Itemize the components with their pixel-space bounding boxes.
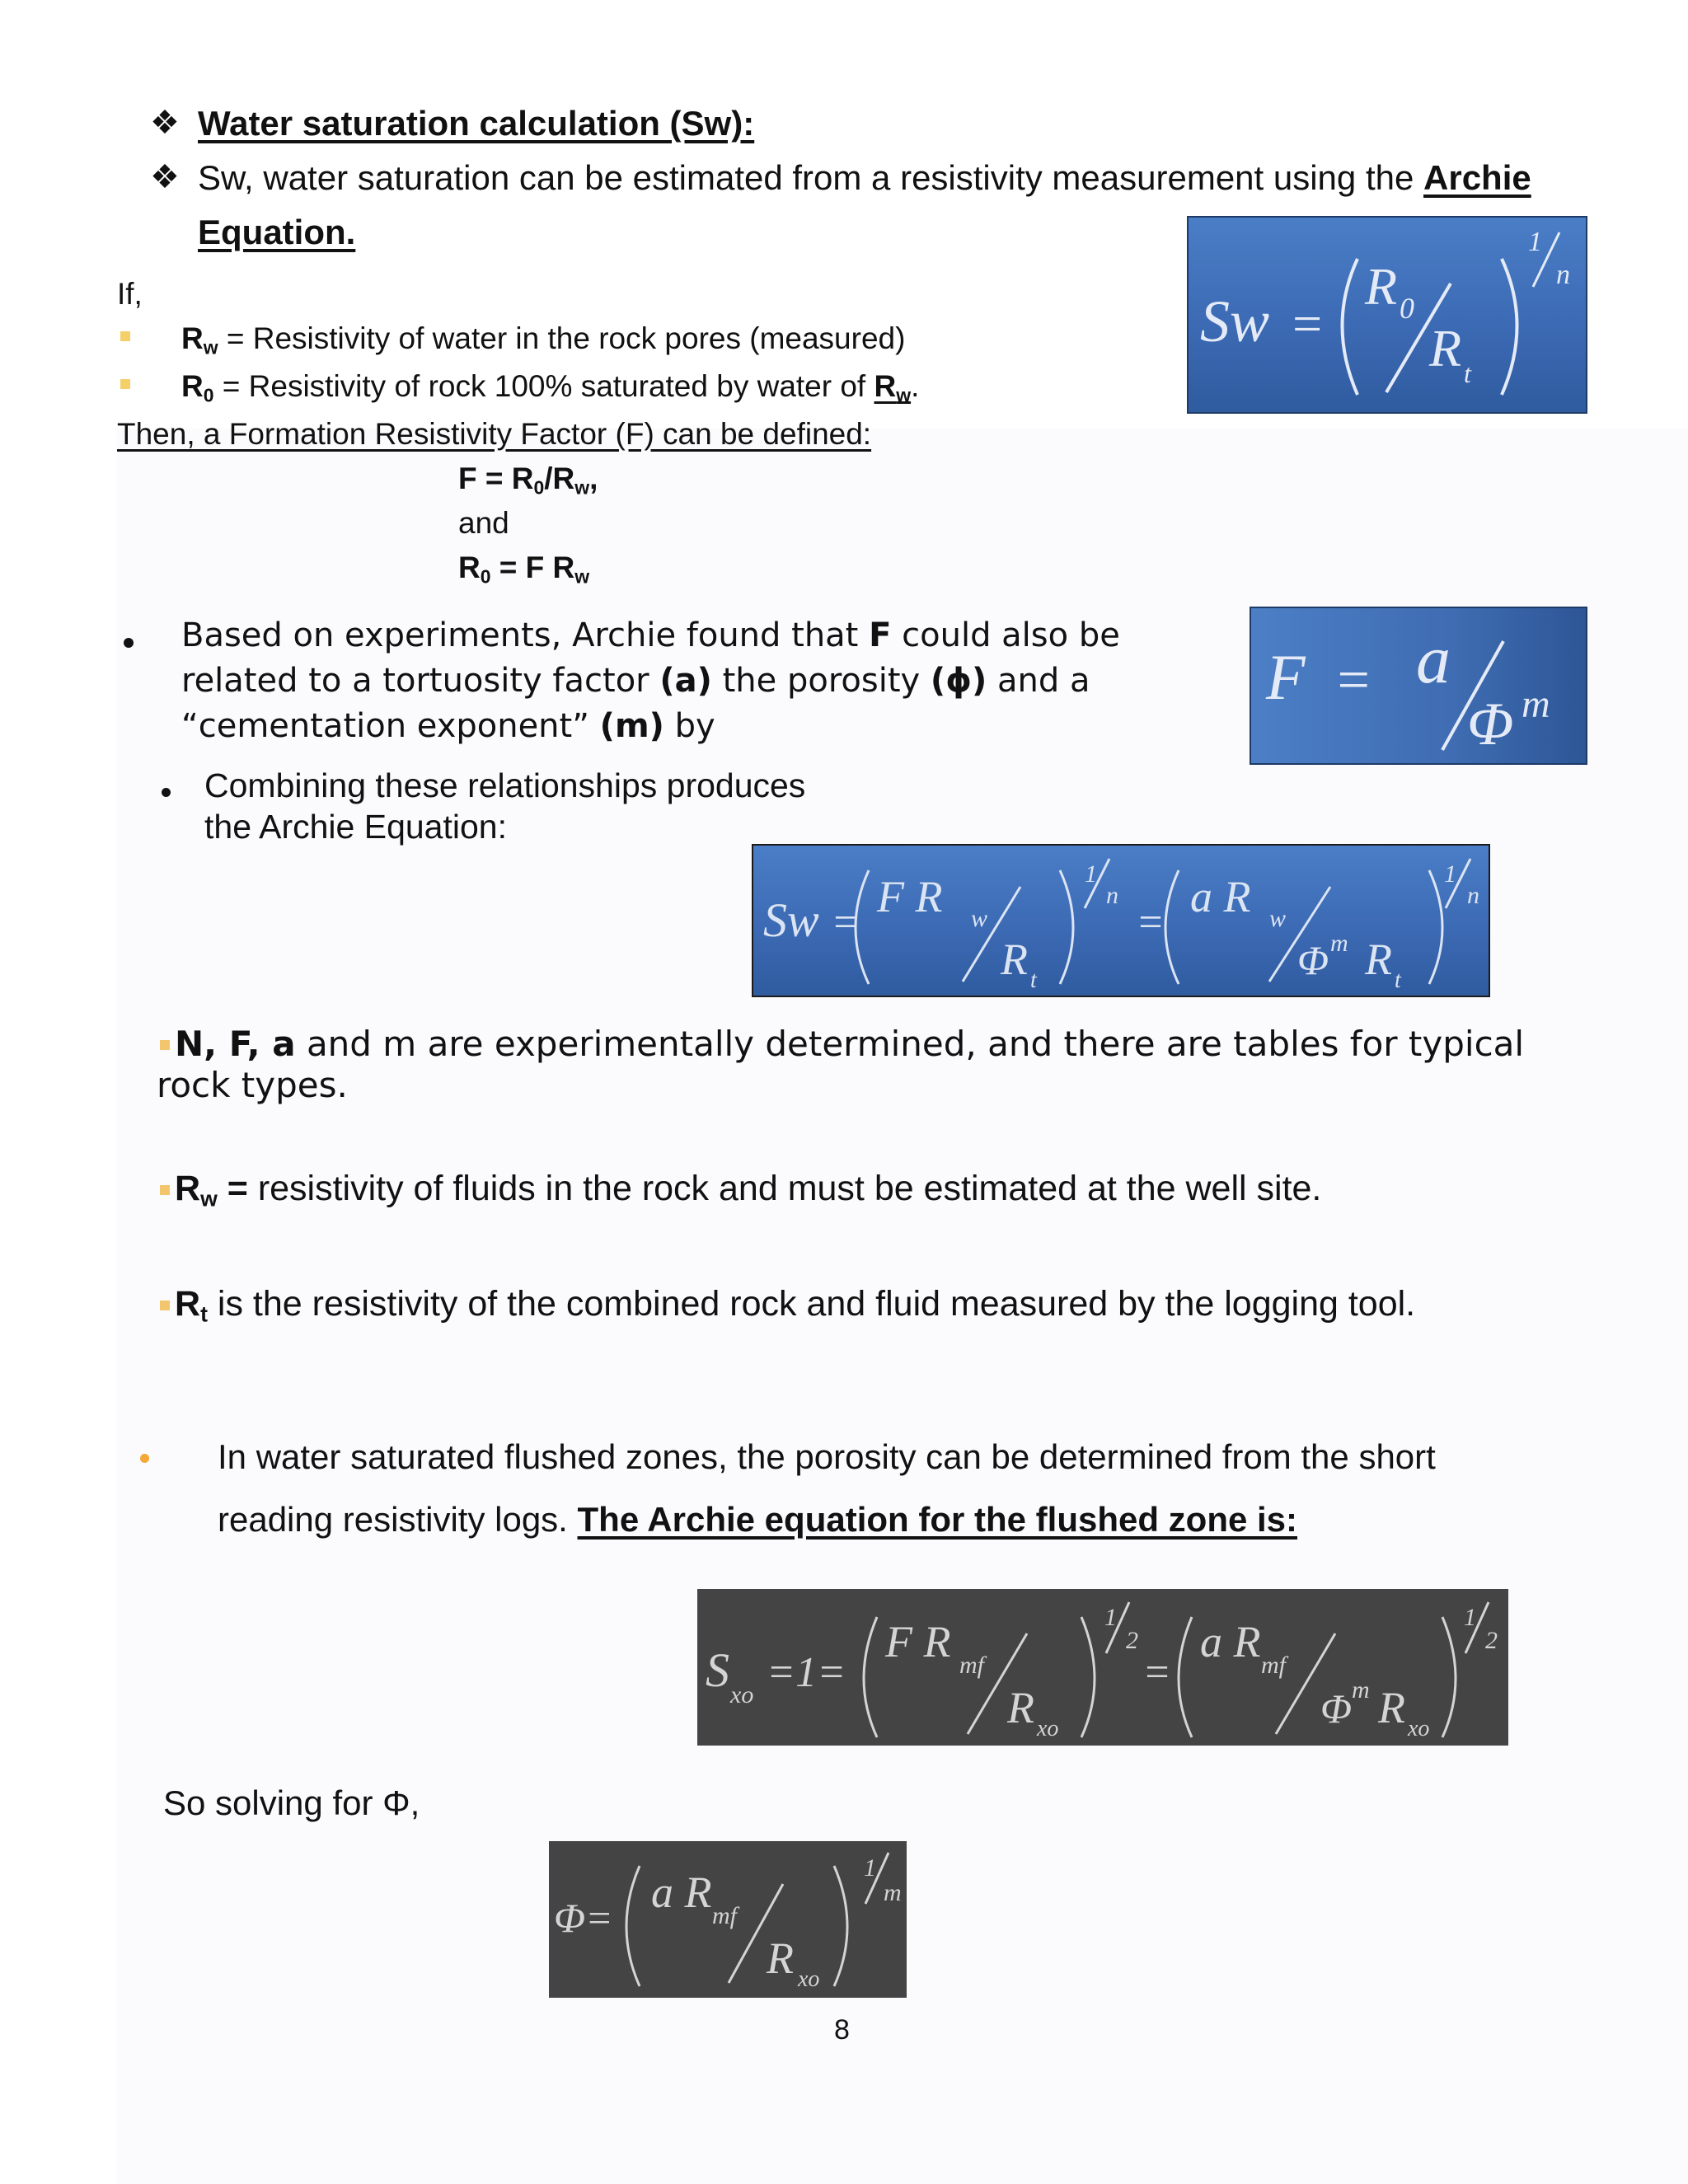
svg-text:t: t	[1464, 359, 1471, 388]
svg-text:R: R	[1365, 257, 1398, 316]
svg-text:=: =	[831, 899, 860, 946]
square-bullet-icon	[120, 331, 130, 341]
svg-text:0: 0	[1400, 292, 1414, 325]
svg-text:w: w	[971, 905, 988, 932]
section-heading: Water saturation calculation (Sw):	[198, 104, 755, 143]
svg-text:mf: mf	[959, 1652, 984, 1679]
svg-text:Sw: Sw	[763, 893, 819, 947]
diamond-bullet-icon: ❖	[150, 159, 180, 195]
flushed-line2: reading resistivity logs. The Archie equation for the flushed zone is:	[218, 1500, 1298, 1539]
combining-line2: the Archie Equation:	[204, 808, 507, 846]
svg-text:Sw: Sw	[1200, 288, 1270, 354]
svg-text:xo: xo	[1037, 1716, 1059, 1741]
svg-text:n: n	[1106, 882, 1118, 909]
intro-line	[198, 158, 1531, 198]
svg-text:mf: mf	[712, 1902, 737, 1929]
svg-text:2: 2	[1126, 1627, 1138, 1654]
svg-text:1: 1	[864, 1854, 876, 1882]
svg-text:xo: xo	[1408, 1716, 1430, 1741]
note-experimental: N, F, a and m are experimentally determined, and there are tables for typical	[175, 1024, 1525, 1064]
svg-text:1: 1	[1085, 860, 1097, 888]
archie-equation-box	[752, 844, 1490, 997]
svg-text:xo: xo	[730, 1681, 754, 1708]
svg-text:F: F	[1266, 641, 1306, 713]
formula-r0: $R_0 = F$ $R_w$	[458, 551, 590, 588]
svg-text:t: t	[1395, 968, 1401, 993]
square-bullet-icon	[120, 379, 130, 389]
svg-text:m: m	[1522, 682, 1550, 726]
sw-equation-image	[1189, 218, 1586, 412]
svg-text:Φ: Φ	[1320, 1685, 1353, 1732]
svg-text:F R: F R	[885, 1617, 951, 1666]
and-label: and	[458, 506, 509, 540]
svg-text:1: 1	[1528, 227, 1542, 257]
svg-text:R: R	[1378, 1683, 1405, 1732]
svg-text:R: R	[1365, 935, 1392, 984]
porosity-equation-box	[549, 1841, 907, 1998]
svg-text:n: n	[1556, 260, 1570, 290]
bullet-dot-icon	[140, 1454, 149, 1463]
archie-text-line3: “cementation exponent” (m) by	[181, 707, 715, 745]
combining-line1: Combining these relationships produces	[204, 766, 806, 804]
page-number: 8	[834, 2014, 850, 2046]
archie-equation-image	[753, 846, 1489, 996]
formation-factor-equation-box	[1250, 607, 1587, 765]
svg-text:=1=: =1=	[767, 1649, 846, 1696]
flushed-zone-equation-image	[697, 1589, 1508, 1746]
flushed-zone-equation-box	[697, 1589, 1508, 1746]
square-bullet-icon	[160, 1185, 170, 1195]
svg-text:R: R	[1007, 1683, 1034, 1732]
archie-link: Archie	[1423, 158, 1531, 197]
svg-text:a: a	[1416, 621, 1451, 698]
definition-rw: $R_w$ = Resistivity of water in the rock pores (measured)	[181, 321, 906, 359]
if-label: If,	[117, 277, 143, 311]
svg-text:=: =	[1142, 1649, 1172, 1696]
svg-text:=: =	[585, 1895, 613, 1941]
solving-label: So solving for Φ,	[163, 1783, 420, 1822]
sw-equation-box	[1187, 216, 1587, 414]
formula-f: $F = R_0/R_w$,	[458, 462, 598, 499]
svg-text:=: =	[1289, 294, 1325, 353]
svg-text:a R: a R	[1200, 1617, 1261, 1666]
svg-text:mf: mf	[1261, 1652, 1286, 1679]
svg-text:R: R	[1001, 935, 1028, 984]
formation-factor-line: Then, a Formation Resistivity Factor (F) can be defined:	[117, 417, 872, 451]
flushed-line1: In water saturated flushed zones, the porosity can be determined from the short	[218, 1437, 1436, 1476]
definition-r0: $R_0$ = Resistivity of rock 100% saturated by water of $R_w$.	[181, 369, 920, 406]
svg-text:1: 1	[1464, 1604, 1476, 1631]
svg-text:w: w	[1269, 905, 1287, 932]
bullet-dot-icon	[162, 788, 171, 797]
svg-text:m: m	[1330, 930, 1348, 957]
diamond-bullet-icon: ❖	[150, 105, 180, 141]
archie-equation-label: Equation.	[198, 213, 356, 251]
svg-text:Φ: Φ	[1467, 691, 1514, 758]
svg-text:Φ: Φ	[554, 1895, 586, 1941]
square-bullet-icon	[160, 1040, 170, 1050]
svg-text:1: 1	[1444, 860, 1456, 888]
svg-text:=: =	[1136, 899, 1165, 946]
svg-text:1: 1	[1104, 1604, 1117, 1631]
svg-text:a R: a R	[651, 1868, 712, 1917]
svg-text:=: =	[1334, 649, 1373, 712]
svg-text:S: S	[706, 1643, 729, 1697]
square-bullet-icon	[160, 1301, 170, 1310]
svg-text:t: t	[1030, 968, 1037, 993]
svg-text:Φ: Φ	[1297, 937, 1329, 983]
svg-text:m: m	[884, 1879, 902, 1906]
svg-text:R: R	[767, 1933, 794, 1983]
svg-text:F R: F R	[877, 872, 943, 921]
porosity-equation-image	[549, 1841, 907, 1998]
archie-text-line2: related to a tortuosity factor (a) the porosity (ɸ) and a	[181, 662, 1090, 700]
svg-text:m: m	[1352, 1676, 1370, 1704]
archie-text-line1: Based on experiments, Archie found that F could also be	[181, 616, 1120, 654]
note-experimental-line2: rock types.	[157, 1065, 348, 1105]
svg-text:xo: xo	[798, 1966, 820, 1992]
svg-text:2: 2	[1485, 1627, 1498, 1654]
formation-factor-equation-image	[1251, 608, 1586, 763]
note-rt: $R_t$ is the resistivity of the combined rock and fluid measured by the logging tool.	[175, 1284, 1416, 1327]
intro-text: Sw, water saturation can be estimated from a resistivity measurement using the	[198, 158, 1424, 197]
svg-text:a R: a R	[1190, 872, 1251, 921]
note-rw: $R_w$ = resistivity of fluids in the rock and must be estimated at the well site.	[175, 1169, 1322, 1212]
svg-text:R: R	[1429, 319, 1462, 377]
svg-text:n: n	[1467, 882, 1479, 909]
bullet-dot-icon	[124, 638, 134, 648]
